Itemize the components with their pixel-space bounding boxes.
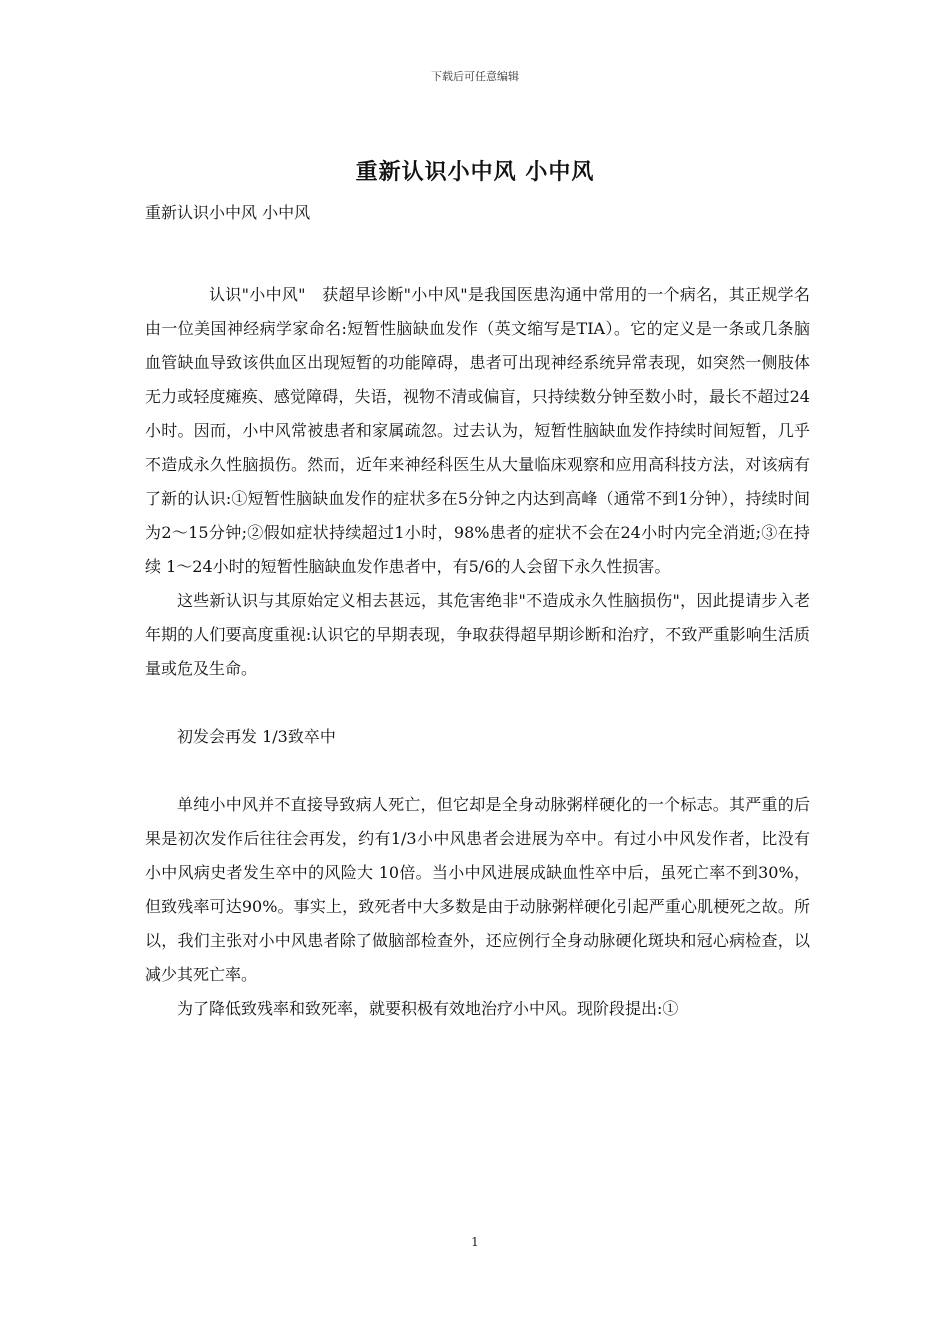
blank-line: [145, 686, 810, 720]
header-note: 下载后可任意编辑: [431, 70, 519, 83]
paragraph-treatment: 为了降低致残率和致死率，就要积极有效地治疗小中风。现阶段提出:①: [177, 999, 679, 1018]
page-number: 1: [471, 1235, 479, 1249]
blank-line: [145, 754, 810, 788]
paragraph-recurrence: 单纯小中风并不直接导致病人死亡，但它却是全身动脉粥样硬化的一个标志。其严重的后果是初次发作后往往会再发，约有1/3小中风患者会进展为卒中。有过小中风发作者，比没有小中风病史者发生卒中的风险大 10倍。当小中风进展成缺血性卒中后，虽死亡率不到30%，但致残率可达90%。事实上，致死者中大多数是由于动脉粥样硬化引起严重心肌梗死之故。所以，我们主张对小中风患者除了做脑部检查外，还应例行全身动脉硬化斑块和冠心病检查，以减少其死亡率。: [145, 795, 810, 984]
document-body: [145, 196, 810, 1026]
document-subtitle: 重新认识小中风 小中风: [145, 203, 311, 222]
section-heading: 初发会再发 1/3致卒中: [177, 727, 336, 746]
paragraph-intro: 认识"小中风" 获超早诊断"小中风"是我国医患沟通中常用的一个病名，其正规学名由一位美国神经病学家命名:短暂性脑缺血发作（英文缩写是TIA）。它的定义是一条或几条脑血管缺血导致该供血区出现短暂的功能障碍，患者可出现神经系统异常表现，如突然一侧肢体无力或轻度瘫痪、感觉障碍，失语，视物不清或偏盲，只持续数分钟至数小时，最长不超过24小时。因而，小中风常被患者和家属疏忽。过去认为，短暂性脑缺血发作持续时间短暂，几乎不造成永久性脑损伤。然而，近年来神经科医生从大量临床观察和应用高科技方法，对该病有了新的认识:①短暂性脑缺血发作的症状多在5分钟之内达到高峰（通常不到1分钟），持续时间为2～15分钟;②假如症状持续超过1小时，98%患者的症状不会在24小时内完全消逝;③在持续 1～24小时的短暂性脑缺血发作患者中，有5/6的人会留下永久性损害。: [145, 285, 810, 576]
blank-line: [145, 230, 810, 278]
document-title: 重新认识小中风 小中风: [355, 159, 595, 185]
paragraph-new-understanding: 这些新认识与其原始定义相去甚远，其危害绝非"不造成永久性脑损伤"，因此提请步入老年期的人们要高度重视:认识它的早期表现，争取获得超早期诊断和治疗，不致严重影响生活质量或危及生命。: [145, 591, 810, 678]
